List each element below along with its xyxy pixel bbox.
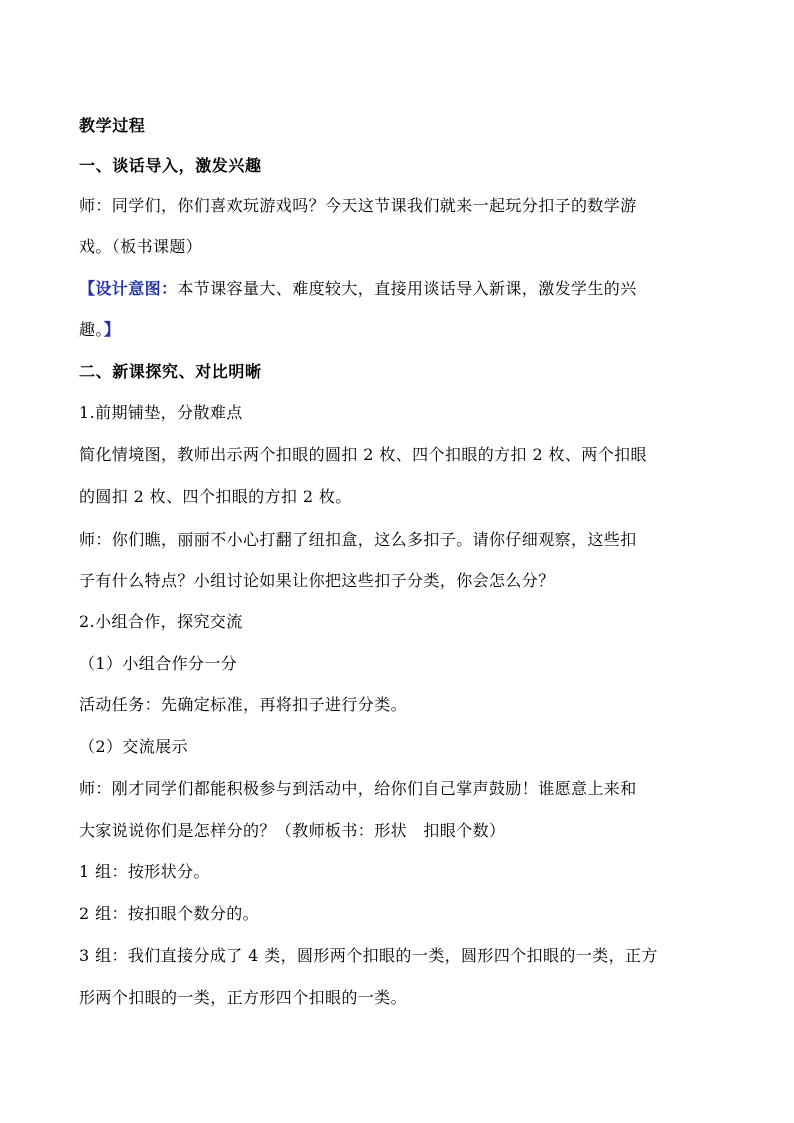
design-intent-text: 本节课容量大、难度较大，直接用谈话导入新课，激发学生的兴 <box>177 279 637 298</box>
group3-line1: 3 组：我们直接分成了 4 类，圆形两个扣眼的一类，圆形四个扣眼的一类，正方 <box>79 946 658 965</box>
group3-line2: 形两个扣眼的一类，正方形四个扣眼的一类。 <box>79 988 408 1007</box>
group1-text: 1 组：按形状分。 <box>79 862 210 881</box>
p1-line2: 戏。（板书课题） <box>79 237 203 256</box>
p1-line1: 师：同学们，你们喜欢玩游戏吗？今天这节课我们就来一起玩分扣子的数学游 <box>79 196 637 215</box>
group2-text: 2 组：按扣眼个数分的。 <box>79 904 260 923</box>
design-intent-line2 <box>79 320 729 340</box>
p4-line1: 师：刚才同学们都能积极参与到活动中，给你们自己掌声鼓励！谁愿意上来和 <box>79 779 637 798</box>
section2-heading: 二、新课探究、对比明晰 <box>79 362 262 381</box>
doc-title: 教学过程 <box>79 116 146 135</box>
design-intent-close: 】 <box>103 320 121 339</box>
p2-line2: 的圆扣 2 枚、四个扣眼的方扣 2 枚。 <box>79 487 352 506</box>
design-intent-label: 【设计意图： <box>79 279 178 298</box>
sub2-heading: 2.小组合作，探究交流 <box>79 612 243 631</box>
p3-line1: 师：你们瞧，丽丽不小心打翻了纽扣盒，这么多扣子。请你仔细观察，这些扣 <box>79 530 637 549</box>
p4-line2: 大家说说你们是怎样分的？（教师板书：形状 扣眼个数） <box>79 821 506 840</box>
sub2-1: （1）小组合作分一分 <box>79 654 238 673</box>
sub2-2: （2）交流展示 <box>79 737 188 756</box>
section1-heading: 一、谈话导入，激发兴趣 <box>79 156 262 175</box>
design-intent-line1 <box>79 279 729 299</box>
design-intent-text2: 趣。 <box>79 320 104 339</box>
p2-line1: 简化情境图，教师出示两个扣眼的圆扣 2 枚、四个扣眼的方扣 2 枚、两个扣眼 <box>79 445 647 464</box>
p3-line2: 子有什么特点？小组讨论如果让你把这些扣子分类，你会怎么分？ <box>79 571 555 590</box>
sub1-heading: 1.前期铺垫，分散难点 <box>79 403 243 422</box>
task-text: 活动任务：先确定标准，再将扣子进行分类。 <box>79 695 408 714</box>
